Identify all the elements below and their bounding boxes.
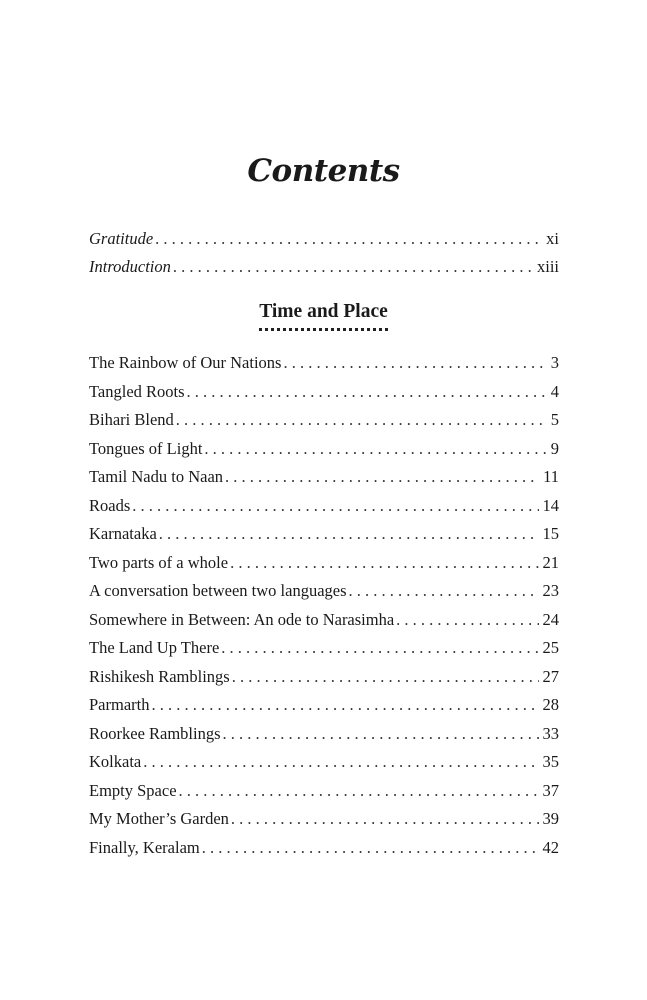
dot-leader (155, 229, 542, 249)
toc-entry-title: Two parts of a whole (89, 552, 229, 572)
toc-entry-page: 42 (542, 837, 559, 857)
toc-entry[interactable] (89, 439, 559, 468)
toc-entry[interactable] (89, 724, 559, 753)
toc-entry-page: 27 (542, 666, 559, 686)
toc-entry-title: Tangled Roots (89, 381, 185, 401)
toc-entry-title: Kolkata (89, 752, 142, 771)
toc-entry-title: Tongues of Light (89, 438, 203, 458)
toc-entry[interactable] (89, 353, 559, 382)
toc-entry[interactable] (89, 581, 559, 610)
dot-leader (231, 809, 539, 829)
dot-leader (232, 667, 539, 687)
toc-entry-title: Finally, Keralam (89, 837, 200, 857)
toc-entry-page: 23 (542, 581, 559, 600)
dot-leader (396, 610, 538, 630)
toc-entry[interactable] (89, 257, 559, 285)
toc-entry[interactable] (89, 410, 559, 439)
dot-leader (176, 410, 547, 430)
toc-entry-page: 5 (550, 410, 559, 429)
page-title: Contents (247, 152, 400, 189)
dot-leader (230, 553, 538, 573)
toc-entry-page: 11 (543, 467, 559, 486)
toc-entry[interactable] (89, 496, 559, 525)
toc-entry-page: 4 (550, 381, 559, 401)
toc-entry-title: Roads (89, 495, 131, 515)
toc-entry-page: 37 (542, 780, 559, 800)
toc-entry[interactable] (89, 752, 559, 781)
toc-entry[interactable] (89, 838, 559, 867)
toc-entry-page: 21 (542, 552, 559, 572)
dot-leader (202, 838, 539, 858)
toc-entry-title: Roorkee Ramblings (89, 723, 221, 743)
toc-entry-page: 3 (550, 353, 559, 372)
dot-leader (159, 524, 539, 544)
toc-entry[interactable] (89, 638, 559, 667)
toc-entry-title: The Rainbow of Our Nations (89, 353, 282, 372)
dot-leader (151, 695, 538, 715)
toc-entry[interactable] (89, 467, 559, 496)
toc-entry[interactable] (89, 553, 559, 582)
toc-entry-title: Empty Space (89, 780, 177, 800)
toc-entry[interactable] (89, 382, 559, 411)
toc-entry-title: My Mother’s Garden (89, 809, 229, 828)
dot-leader (173, 257, 533, 277)
front-matter-list (89, 229, 559, 285)
dot-leader (204, 439, 546, 459)
toc-entry[interactable] (89, 610, 559, 639)
toc-entry-page: 15 (542, 524, 559, 543)
toc-entry[interactable] (89, 781, 559, 810)
toc-entry-title: Tamil Nadu to Naan (89, 467, 224, 486)
toc-entry-page: 9 (550, 438, 559, 458)
section-heading (0, 300, 647, 331)
toc-entry[interactable] (89, 524, 559, 553)
chapter-list (89, 353, 559, 866)
toc-entry-title: Bihari Blend (89, 410, 174, 429)
toc-entry-title: A conversation between two languages (89, 581, 347, 600)
dot-leader (143, 752, 538, 772)
toc-entry-title: Rishikesh Ramblings (89, 666, 230, 686)
dot-leader (179, 781, 539, 801)
dot-leader (225, 467, 539, 487)
toc-entry-page: xi (546, 229, 559, 248)
dot-leader (349, 581, 539, 601)
toc-entry[interactable] (89, 809, 559, 838)
toc-entry[interactable] (89, 667, 559, 696)
toc-entry-page: 35 (542, 752, 559, 771)
toc-entry-page: 24 (542, 609, 559, 629)
toc-entry-page: xiii (536, 257, 559, 276)
toc-entry-title: Introduction (89, 257, 171, 276)
toc-entry[interactable] (89, 695, 559, 724)
toc-entry[interactable] (89, 229, 559, 257)
toc-entry-page: 25 (542, 638, 559, 657)
toc-entry-title: Karnataka (89, 524, 157, 543)
dot-leader (187, 382, 547, 402)
toc-entry-page: 33 (542, 723, 559, 743)
toc-entry-title: Gratitude (89, 229, 154, 248)
toc-entry-page: 28 (542, 695, 559, 714)
toc-entry-page: 39 (542, 809, 559, 828)
dot-leader (223, 724, 539, 744)
toc-entry-page: 14 (542, 495, 559, 515)
toc-entry-title: The Land Up There (89, 638, 220, 657)
dot-leader (132, 496, 538, 516)
toc-entry-title: Parmarth (89, 695, 150, 714)
dot-leader (221, 638, 538, 658)
toc-entry-title: Somewhere in Between: An ode to Narasimha (89, 609, 395, 629)
dot-leader (283, 353, 546, 373)
section-heading-text: Time and Place (259, 300, 388, 331)
